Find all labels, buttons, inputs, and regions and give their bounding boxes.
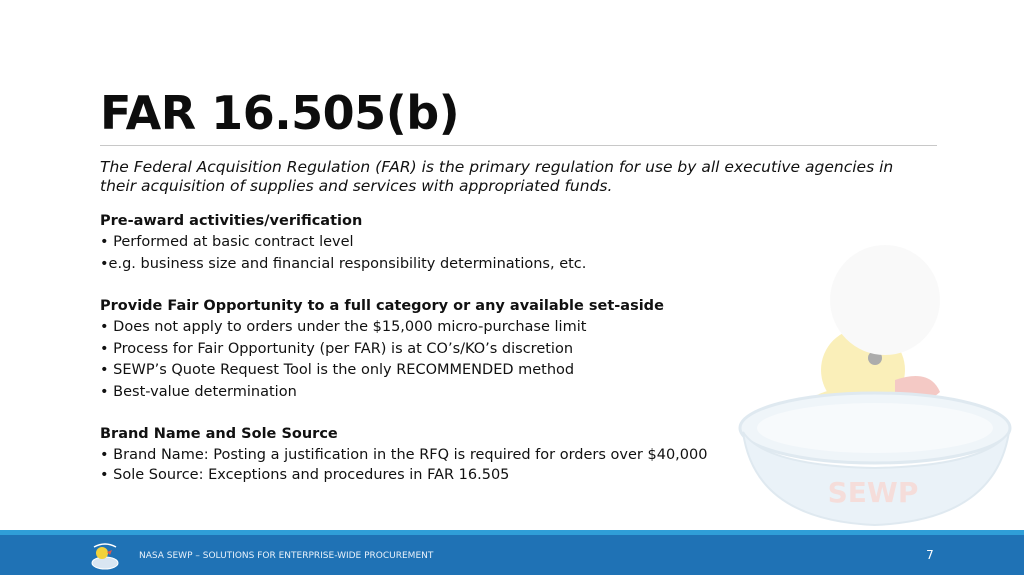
bullet-item: • Sole Source: Exceptions and procedures in FAR 16.505 bbox=[100, 467, 510, 483]
bullet-item: • Brand Name: Posting a justification in the RFQ is required for orders over $40,000 bbox=[100, 447, 708, 463]
bullet-item: • Does not apply to orders under the $15,000 micro-purchase limit bbox=[100, 319, 587, 335]
bullet-item: •e.g. business size and financial responsibility determinations, etc. bbox=[100, 255, 587, 272]
bullet-item: • Best-value determination bbox=[100, 383, 297, 400]
page-number: 7 bbox=[926, 548, 934, 562]
section-gap bbox=[100, 275, 740, 296]
footer-text: NASA SEWP – SOLUTIONS FOR ENTERPRISE-WIDE PROCUREMENT bbox=[139, 551, 434, 561]
sewp-logo-icon bbox=[90, 539, 120, 571]
bullet-item: • Process for Fair Opportunity (per FAR) is at CO’s/KO’s discretion bbox=[100, 340, 574, 357]
slide-title: FAR 16.505(b) bbox=[100, 86, 460, 140]
intro-text: The Federal Acquisition Regulation (FAR) is the primary regulation for use by all executive agencies in their acquisition of supplies and services with appropriated funds. bbox=[100, 158, 894, 195]
title-divider bbox=[100, 145, 937, 146]
section-heading-brand-name: Brand Name and Sole Source bbox=[100, 426, 338, 442]
sewp-duck-watermark-icon bbox=[735, 240, 1024, 540]
slide-content bbox=[100, 211, 740, 485]
bullet-item: • SEWP’s Quote Request Tool is the only RECOMMENDED method bbox=[100, 362, 575, 378]
section-gap bbox=[100, 403, 740, 424]
section-heading-fair-opportunity: Provide Fair Opportunity to a full category or any available set-aside bbox=[100, 298, 664, 314]
section-heading-pre-award: Pre-award activities/verification bbox=[100, 213, 363, 229]
bullet-item: • Performed at basic contract level bbox=[100, 234, 354, 250]
watermark-label: SEWP bbox=[827, 476, 919, 509]
